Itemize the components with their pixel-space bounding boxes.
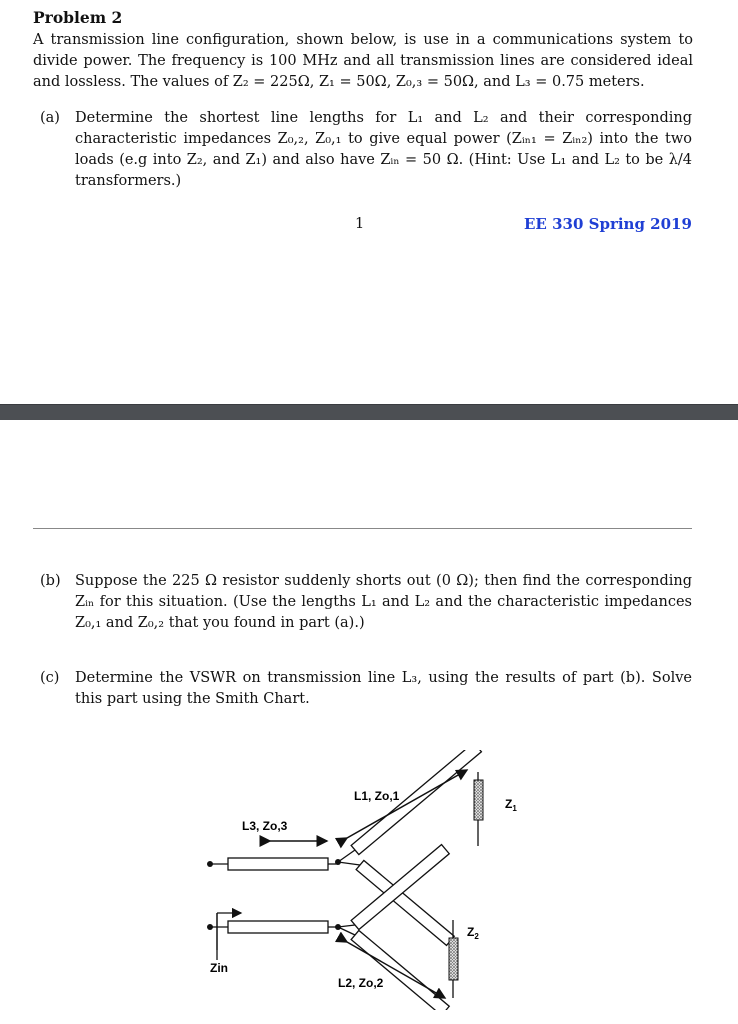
problem-intro: A transmission line configuration, shown below, is use in a communications system to divide power. The frequency is 100 MHz and all transmission lines are considered ideal and lossless. The values of Z₂ = 225Ω, Z₁ = 50Ω, Z₀,₃ = 50Ω, and L₃ = 0.75 meters. — [33, 32, 693, 90]
part-b — [40, 571, 692, 634]
problem-title: Problem 2 — [33, 8, 123, 27]
part-a-text: Determine the shortest line lengths for L₁ and L₂ and their corresponding characteristic impedances Z₀,₂, Z₀,₁ to give equal power (Zᵢₙ₁ = Zᵢₙ₂) into the two loads (e.g into Z₂, and Z₁) and also have Zᵢₙ = 50 Ω. (Hint: Use L₁ and L₂ to be λ/4 transformers.) — [75, 110, 692, 189]
part-b-text: Suppose the 225 Ω resistor suddenly shorts out (0 Ω); then find the corresponding Zᵢₙ for this situation. (Use the lengths L₁ and L₂ and the characteristic impedances Z₀,₁ and Z₀,₂ that you found in part (a).) — [75, 573, 692, 631]
l3-line-lower — [228, 921, 328, 933]
page-number: 1 — [355, 216, 365, 232]
z1-resistor — [474, 780, 483, 820]
horizontal-rule — [33, 528, 692, 529]
l3-label: L3, Zo,3 — [242, 819, 288, 833]
z1-label: $Z_1$ — [505, 797, 517, 813]
l1-cross-line-lower — [351, 845, 449, 930]
part-a — [40, 108, 692, 192]
course-header: EE 330 Spring 2019 — [524, 215, 692, 233]
l2-cross-line-upper — [356, 860, 454, 945]
transmission-line-diagram — [195, 750, 535, 1010]
z2-label: $Z_2$ — [467, 925, 479, 941]
z2-resistor — [449, 938, 458, 980]
part-a-label: (a) — [40, 110, 60, 126]
l3-line-upper — [228, 858, 328, 870]
part-b-label: (b) — [40, 573, 61, 589]
zin-label: Zin — [210, 961, 228, 975]
l2-line — [351, 930, 449, 1010]
l2-label: L2, Zo,2 — [338, 976, 384, 990]
page-separator-bar — [0, 404, 738, 420]
part-c — [40, 668, 692, 710]
part-c-text: Determine the VSWR on transmission line L₃, using the results of part (b). Solve this part using the Smith Chart. — [75, 670, 692, 707]
l1-dimension-arrow — [347, 770, 467, 838]
l1-label: L1, Zo,1 — [354, 789, 400, 803]
part-c-label: (c) — [40, 670, 60, 686]
